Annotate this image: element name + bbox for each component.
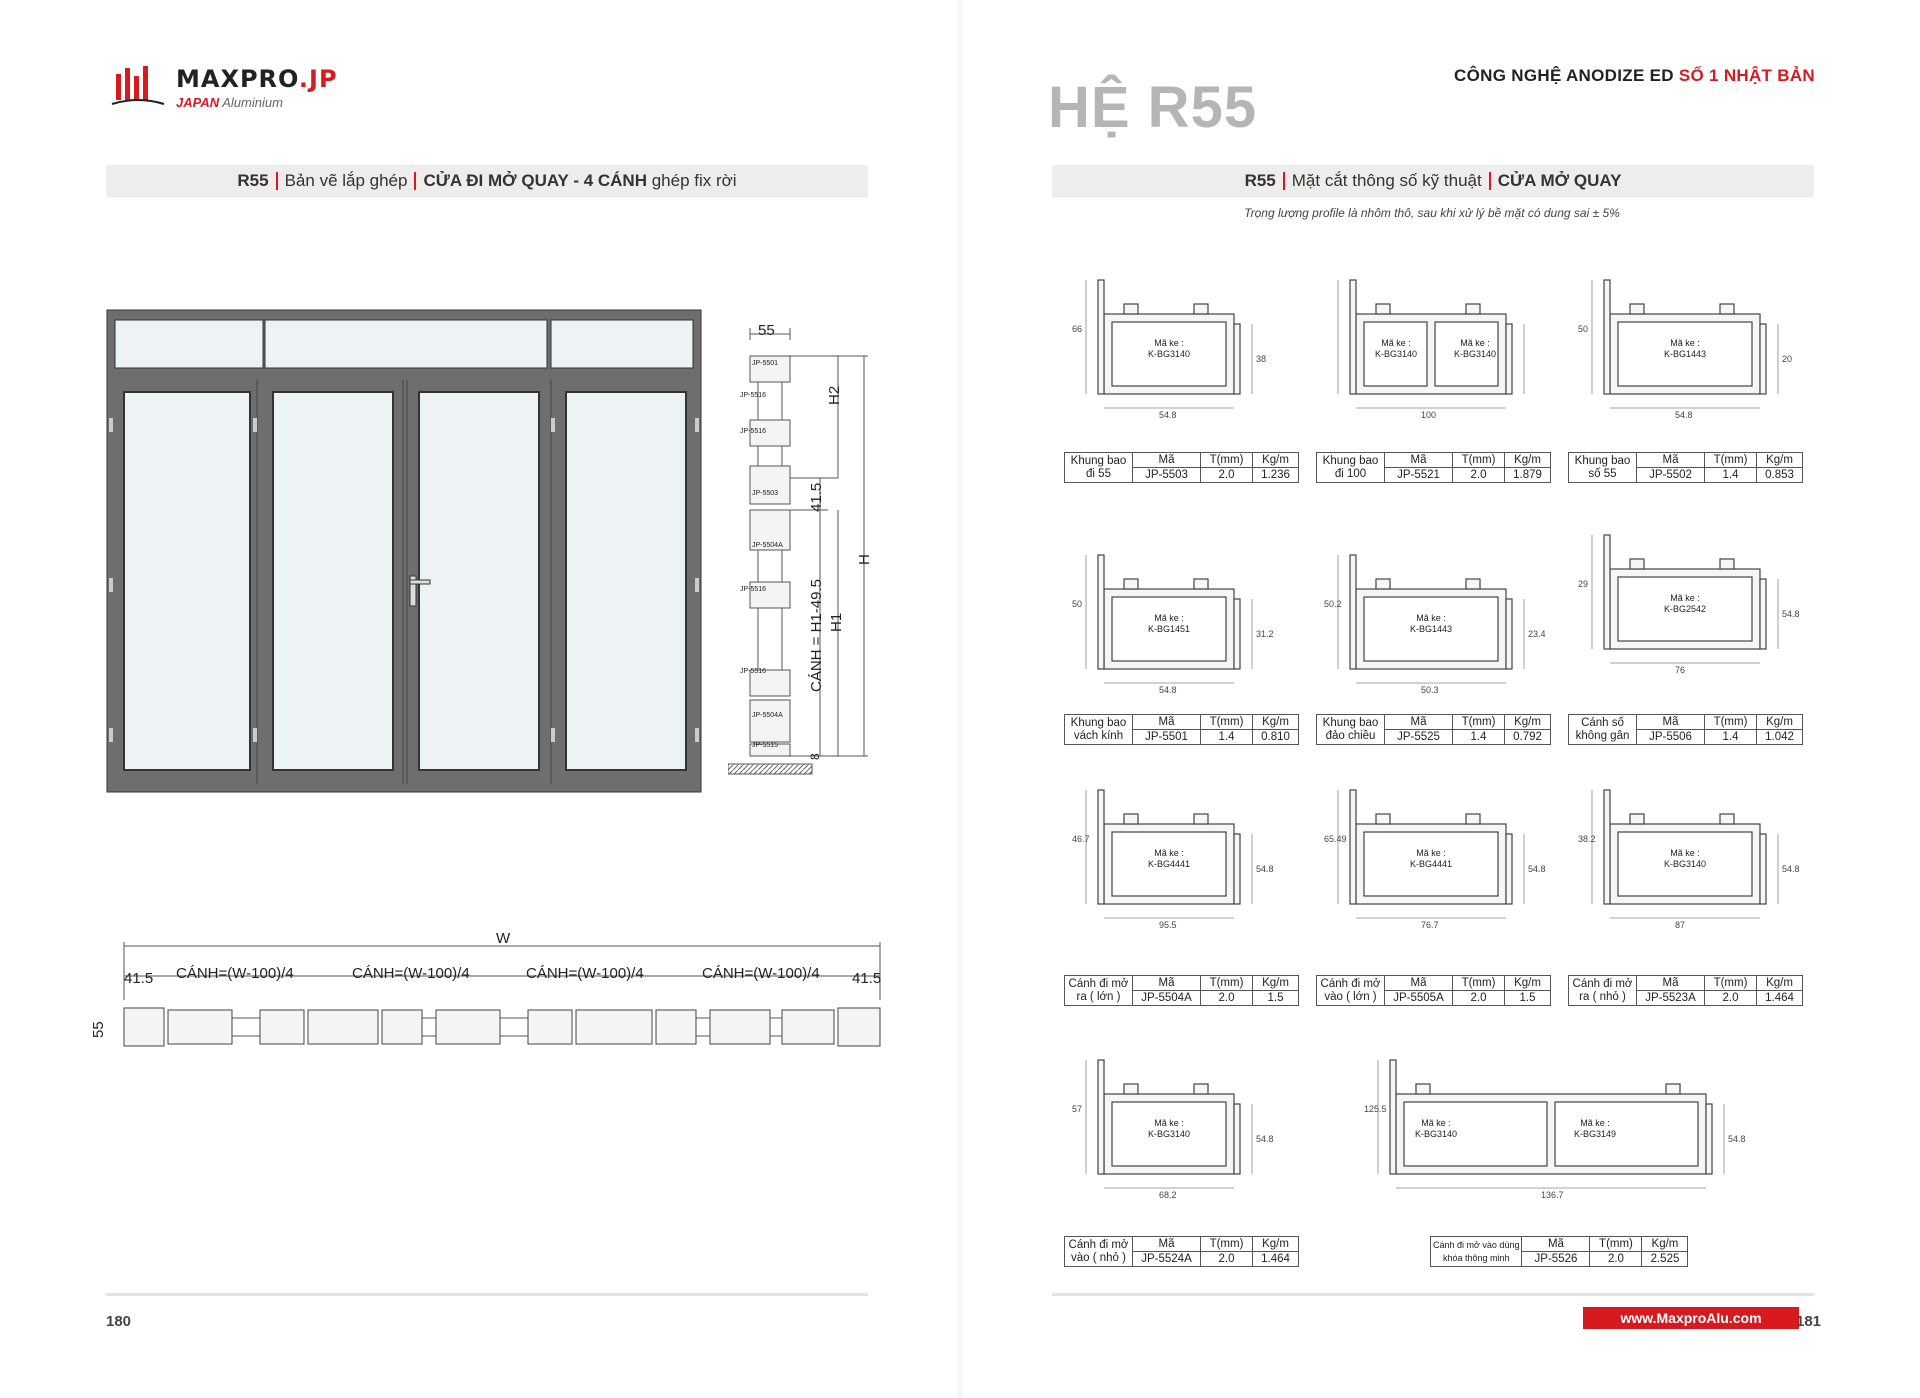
right-footer-line (1052, 1293, 1814, 1296)
dimension-label: 54.8 (1256, 1134, 1274, 1144)
code-jp5504a: JP-5504A (752, 542, 783, 549)
header-ma: Mã (1133, 715, 1201, 730)
header-ma: Mã (1637, 976, 1705, 991)
profile-weight: 2.525 (1642, 1252, 1688, 1267)
dim-41-5: 41.5 (808, 482, 825, 512)
dimension-label: 50.2 (1324, 599, 1342, 609)
website-link[interactable]: www.MaxproAlu.com (1583, 1307, 1799, 1329)
dimension-label: 76 (1675, 665, 1686, 675)
corner-key-label: Mã ke : K-BG1443 (1663, 338, 1707, 359)
profile-name: Cánh đi mở ra ( nhỏ ) (1569, 976, 1637, 1006)
header-ma: Mã (1385, 976, 1453, 991)
spec-table-jp-5502 (1568, 452, 1803, 483)
profile-thickness: 2.0 (1453, 468, 1505, 483)
dim-sash-3: CÁNH=(W-100)/4 (526, 965, 644, 982)
profile-code: JP-5505A (1385, 991, 1453, 1006)
profile-thickness: 1.4 (1705, 730, 1757, 745)
profile-weight: 1.879 (1505, 468, 1551, 483)
dimension-label: 76.7 (1421, 920, 1439, 930)
header-t: T(mm) (1705, 715, 1757, 730)
code-jp5516b: JP-5516 (740, 428, 767, 435)
header-t: T(mm) (1453, 715, 1505, 730)
dim-sash-1: CÁNH=(W-100)/4 (176, 965, 294, 982)
right-section-bar: R55 Mặt cắt thông số kỹ thuật CỬA MỞ QUAY (1052, 165, 1814, 197)
profile-thickness: 2.0 (1705, 991, 1757, 1006)
profile-code: JP-5524A (1133, 1252, 1201, 1267)
profile-weight: 1.5 (1253, 991, 1299, 1006)
tagline: CÔNG NGHỆ ANODIZE ED SỐ 1 NHẬT BẢN (1454, 66, 1815, 85)
dim-h2: H2 (826, 385, 843, 405)
profile-name: Cánh đi mở vào ( lớn ) (1317, 976, 1385, 1006)
profile-name: Cánh đi mở vào dùng khóa thông minh (1431, 1237, 1522, 1267)
dim-h1: H1 (828, 612, 845, 632)
profile-weight: 0.810 (1253, 730, 1299, 745)
dimension-label: 50 (1072, 599, 1083, 609)
dim-canh: CÁNH = H1-49.5 (808, 579, 825, 692)
dim-sash-4: CÁNH=(W-100)/4 (702, 965, 820, 982)
dim-8: 8 (808, 753, 822, 760)
header-kg: Kg/m (1505, 976, 1551, 991)
corner-key-label: Mã ke : K-BG3140 (1147, 1118, 1191, 1139)
header-t: T(mm) (1201, 976, 1253, 991)
code-jp5501: JP-5501 (752, 360, 779, 367)
header-ma: Mã (1637, 715, 1705, 730)
dim-41-5-right: 41.5 (852, 970, 882, 987)
corner-key-label: Mã ke : K-BG4441 (1409, 848, 1453, 869)
dimension-label: 54.8 (1256, 864, 1274, 874)
spec-table-jp-5506 (1568, 714, 1803, 745)
page-gutter (958, 0, 962, 1398)
dim-h: H (856, 554, 873, 565)
profile-section-jp-5521 (1316, 270, 1556, 420)
spec-table-jp-5524a (1064, 1236, 1299, 1267)
dim-55-left: 55 (90, 1021, 107, 1038)
header-ma: Mã (1385, 453, 1453, 468)
code-jp5503: JP-5503 (752, 490, 779, 497)
profile-thickness: 2.0 (1201, 991, 1253, 1006)
header-kg: Kg/m (1253, 976, 1299, 991)
header-kg: Kg/m (1505, 715, 1551, 730)
spec-table-jp-5523a (1568, 975, 1803, 1006)
header-kg: Kg/m (1253, 715, 1299, 730)
header-t: T(mm) (1453, 976, 1505, 991)
profile-thickness: 1.4 (1705, 468, 1757, 483)
corner-key-label: Mã ke : K-BG1451 (1147, 613, 1191, 634)
dimension-label: 68.2 (1159, 1190, 1177, 1200)
dimension-label: 54.8 (1675, 410, 1693, 420)
profile-code: JP-5501 (1133, 730, 1201, 745)
corner-key-label: Mã ke : K-BG3140 (1414, 1118, 1458, 1139)
header-kg: Kg/m (1757, 715, 1803, 730)
header-ma: Mã (1637, 453, 1705, 468)
brand-subtitle: JAPAN Aluminium (176, 94, 283, 110)
profile-code: JP-5521 (1385, 468, 1453, 483)
corner-key-label: Mã ke : K-BG3140 (1147, 338, 1191, 359)
weight-tolerance-note: Trọng lượng profile là nhôm thô, sau khi xử lý bề mặt có dung sai ± 5% (1244, 206, 1620, 220)
header-ma: Mã (1385, 715, 1453, 730)
header-t: T(mm) (1590, 1237, 1642, 1252)
profile-code: JP-5504A (1133, 991, 1201, 1006)
door-elevation-drawing (105, 308, 705, 794)
dimension-label: 87 (1675, 920, 1686, 930)
profile-weight: 1.042 (1757, 730, 1803, 745)
profile-thickness: 2.0 (1201, 1252, 1253, 1267)
dimension-label: 54.8 (1782, 609, 1800, 619)
profile-name: Khung bao đảo chiều (1317, 715, 1385, 745)
left-page-number: 180 (106, 1313, 132, 1330)
corner-key-label: Mã ke : K-BG3140 (1663, 848, 1707, 869)
header-kg: Kg/m (1253, 453, 1299, 468)
header-ma: Mã (1133, 1237, 1201, 1252)
code-jp5516c: JP-5516 (740, 586, 767, 593)
spec-table-jp-5505a (1316, 975, 1551, 1006)
spec-table-jp-5526 (1430, 1236, 1688, 1267)
profile-code: JP-5525 (1385, 730, 1453, 745)
brand-logo (110, 62, 338, 112)
corner-key-label: Mã ke : K-BG1443 (1409, 613, 1453, 634)
profile-thickness: 2.0 (1453, 991, 1505, 1006)
header-t: T(mm) (1705, 976, 1757, 991)
header-ma: Mã (1133, 976, 1201, 991)
dimension-label: 38.2 (1578, 834, 1596, 844)
profile-weight: 0.792 (1505, 730, 1551, 745)
corner-key-label: Mã ke : K-BG4441 (1147, 848, 1191, 869)
dim-top-55: 55 (758, 322, 775, 339)
profile-weight: 0.853 (1757, 468, 1803, 483)
dimension-label: 100 (1421, 410, 1437, 420)
profile-weight: 1.464 (1757, 991, 1803, 1006)
series-title: HỆ R55 (1048, 75, 1258, 140)
profile-name: Cánh đi mở vào ( nhỏ ) (1065, 1237, 1133, 1267)
horizontal-section-drawing (110, 940, 890, 1050)
dimension-label: 125.5 (1364, 1104, 1387, 1114)
profile-thickness: 2.0 (1201, 468, 1253, 483)
dimension-label: 38 (1256, 354, 1267, 364)
corner-key-label: Mã ke : K-BG2542 (1663, 593, 1707, 614)
brand-name: MAXPRO.JP (176, 64, 338, 93)
profile-name: Khung bao vách kính (1065, 715, 1133, 745)
dimension-label: 136.7 (1541, 1190, 1564, 1200)
header-t: T(mm) (1453, 453, 1505, 468)
dimension-label: 54.8 (1728, 1134, 1746, 1144)
header-kg: Kg/m (1505, 453, 1551, 468)
dim-w: W (496, 930, 511, 947)
spec-table-jp-5525 (1316, 714, 1551, 745)
dim-41-5-left: 41.5 (124, 970, 154, 987)
spec-table-jp-5501 (1064, 714, 1299, 745)
dimension-label: 54.8 (1782, 864, 1800, 874)
corner-key-label: Mã ke : K-BG3140 (1374, 338, 1418, 359)
profile-weight: 1.464 (1253, 1252, 1299, 1267)
profile-code: JP-5526 (1522, 1252, 1590, 1267)
dimension-label: 95.5 (1159, 920, 1177, 930)
dimension-label: 31.2 (1256, 629, 1274, 639)
header-ma: Mã (1133, 453, 1201, 468)
dimension-label: 57 (1072, 1104, 1083, 1114)
dimension-label: 65.49 (1324, 834, 1347, 844)
dimension-label: 54.8 (1159, 685, 1177, 695)
maxpro-logo-icon (110, 62, 166, 112)
corner-key-label-2: Mã ke : K-BG3140 (1453, 338, 1497, 359)
code-jp5504a-b: JP-5504A (752, 712, 783, 719)
dimension-label: 54.8 (1159, 410, 1177, 420)
profile-code: JP-5523A (1637, 991, 1705, 1006)
profile-name: Cánh số không gân (1569, 715, 1637, 745)
profile-code: JP-5506 (1637, 730, 1705, 745)
dimension-label: 23.4 (1528, 629, 1546, 639)
header-kg: Kg/m (1757, 453, 1803, 468)
dimension-label: 50 (1578, 324, 1589, 334)
spec-table-jp-5503 (1064, 452, 1299, 483)
left-footer-line (106, 1293, 868, 1296)
dimension-label: 46.7 (1072, 834, 1090, 844)
header-kg: Kg/m (1642, 1237, 1688, 1252)
profile-code: JP-5503 (1133, 468, 1201, 483)
code-jp5516a: JP-5516 (740, 392, 767, 399)
dimension-label: 50.3 (1421, 685, 1439, 695)
profile-weight: 1.236 (1253, 468, 1299, 483)
header-t: T(mm) (1201, 453, 1253, 468)
profile-weight: 1.5 (1505, 991, 1551, 1006)
vertical-section-drawing (728, 320, 868, 778)
header-t: T(mm) (1201, 715, 1253, 730)
code-jp5515: JP-5515 (752, 742, 779, 749)
left-section-bar: R55 Bản vẽ lắp ghép CỬA ĐI MỞ QUAY - 4 CÁNH ghép fix rời (106, 165, 868, 197)
spec-table-jp-5521 (1316, 452, 1551, 483)
profile-name: Khung bao đi 55 (1065, 453, 1133, 483)
profile-name: Khung bao số 55 (1569, 453, 1637, 483)
dimension-label: 29 (1578, 579, 1589, 589)
profile-thickness: 1.4 (1453, 730, 1505, 745)
dim-sash-2: CÁNH=(W-100)/4 (352, 965, 470, 982)
header-t: T(mm) (1705, 453, 1757, 468)
spec-table-jp-5504a (1064, 975, 1299, 1006)
header-ma: Mã (1522, 1237, 1590, 1252)
profile-name: Cánh đi mở ra ( lớn ) (1065, 976, 1133, 1006)
dimension-label: 20 (1782, 354, 1793, 364)
profile-thickness: 1.4 (1201, 730, 1253, 745)
code-jp5516d: JP-5516 (740, 668, 767, 675)
dimension-label: 54.8 (1528, 864, 1546, 874)
header-kg: Kg/m (1757, 976, 1803, 991)
header-t: T(mm) (1201, 1237, 1253, 1252)
profile-name: Khung bao đi 100 (1317, 453, 1385, 483)
header-kg: Kg/m (1253, 1237, 1299, 1252)
corner-key-label-2: Mã ke : K-BG3149 (1573, 1118, 1617, 1139)
profile-thickness: 2.0 (1590, 1252, 1642, 1267)
right-page-number: 181 (1796, 1313, 1822, 1330)
profile-code: JP-5502 (1637, 468, 1705, 483)
dimension-label: 66 (1072, 324, 1083, 334)
